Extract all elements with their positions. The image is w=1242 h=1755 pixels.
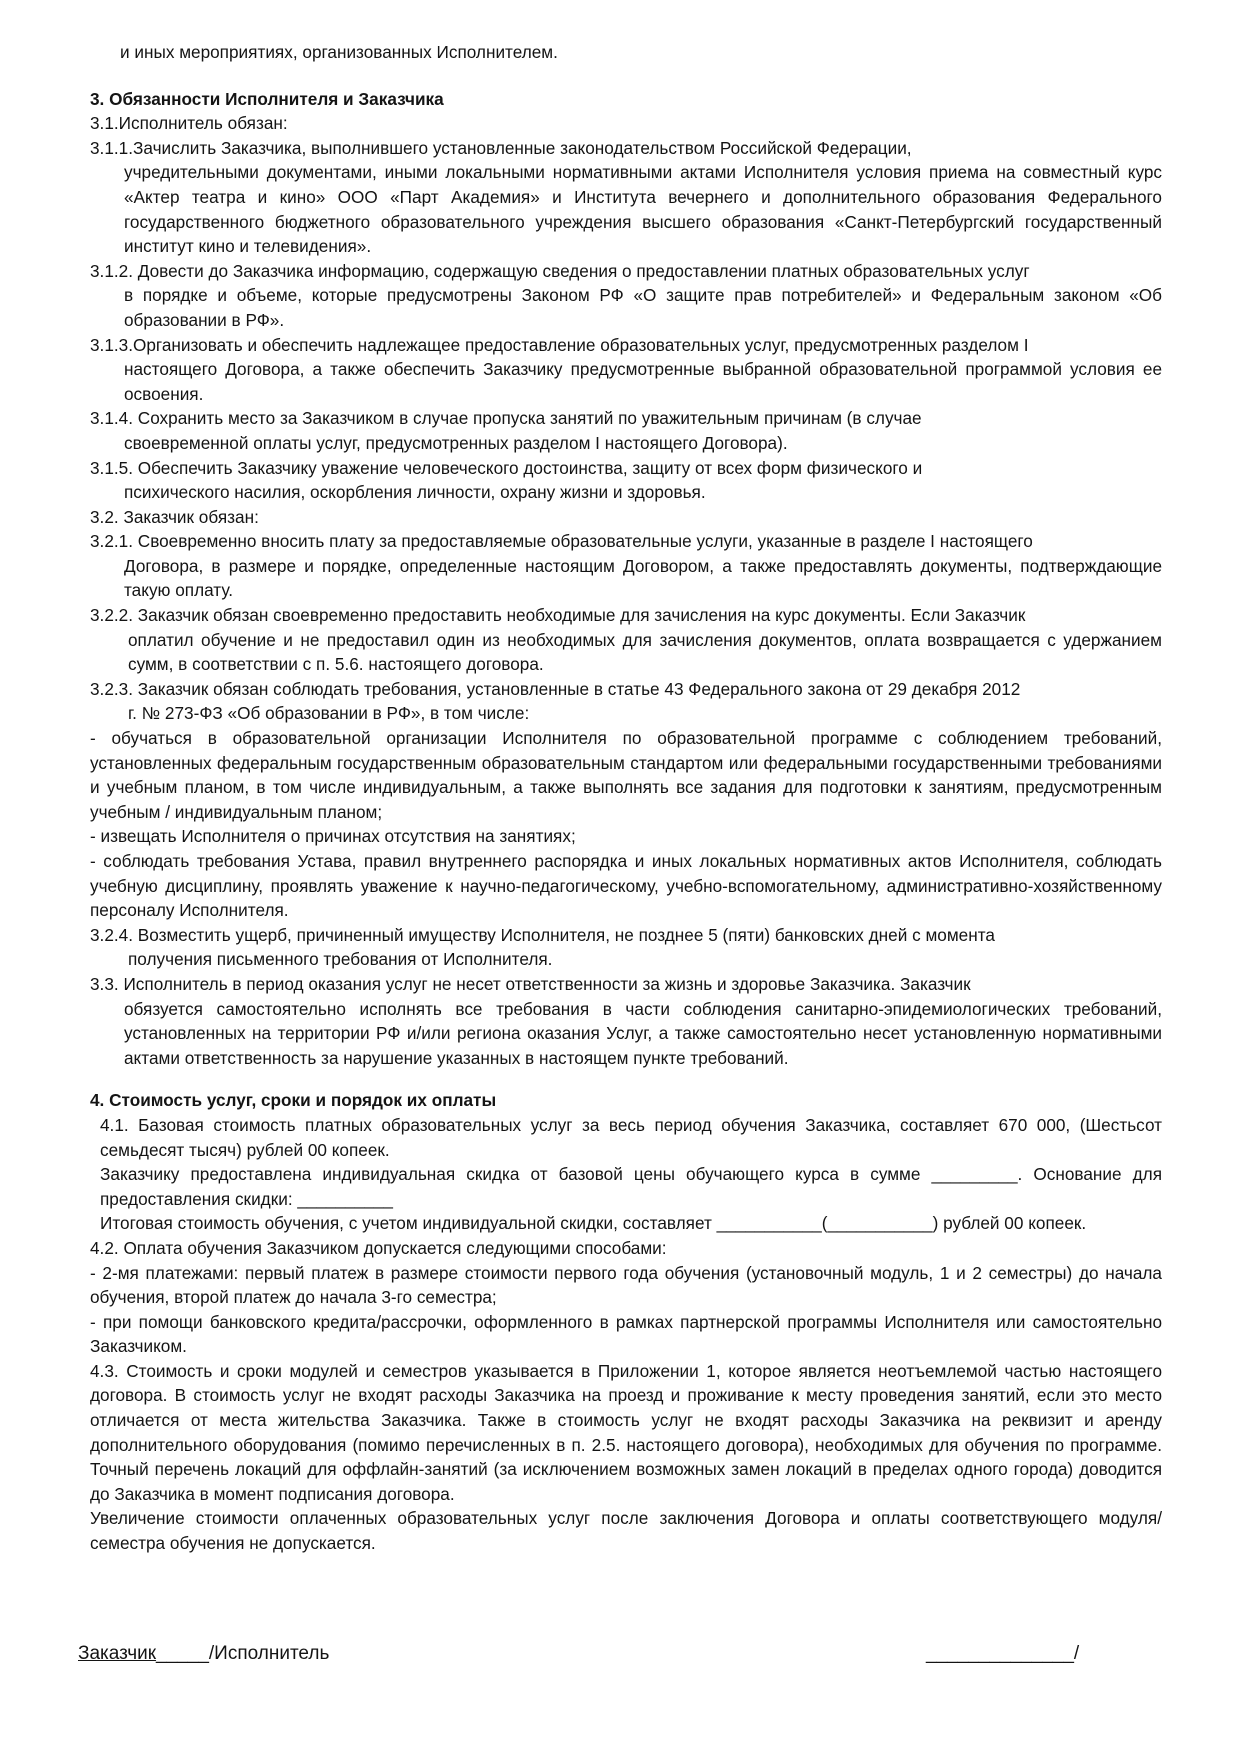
- price-increase-note: Увеличение стоимости оплаченных образовательных услуг после заключения Договора и оплаты соответствующего модуля/семестра обучения не допускается.: [90, 1508, 1162, 1554]
- clause-3-3-lead: 3.3. Исполнитель в период оказания услуг не несет ответственности за жизнь и здоровье Заказчика. Заказчик: [90, 973, 971, 994]
- document-page: [90, 40, 1162, 1556]
- clause-4-3: 4.3. Стоимость и сроки модулей и семестров указывается в Приложении 1, которое является неотъемлемой частью настоящего договора. В стоимость услуг не входят расходы Заказчика на проезд и проживание к месту проведения занятий, если это место отличается от места жительства Заказчика. Также в стоимость услуг не входят расходы Заказчика на реквизит и аренду дополнительного оборудования (помимо перечисленных в п. 2.5. настоящего договора), необходимых для обучения по программе. Точный перечень локаций для оффлайн-занятий (за исключением возможных замен локаций в пределах одного города) доводится до Заказчика в момент подписания договора.: [90, 1360, 1162, 1504]
- clause-3-1: 3.1.Исполнитель обязан:: [90, 113, 288, 134]
- discount-line: Заказчику предоставлена индивидуальная скидка от базовой цены обучающего курса в сумме _________. Основание для предоставления скидки: __________: [100, 1164, 1162, 1209]
- clause-3-2-2-lead: 3.2.2. Заказчик обязан своевременно предоставить необходимые для зачисления на курс документы. Если Заказчик: [90, 605, 1026, 626]
- customer-signature: [78, 1641, 329, 1667]
- customer-label: Заказчик: [78, 1643, 157, 1664]
- clause-3-1-2-cont: в порядке и объеме, которые предусмотрены Законом РФ «О защите прав потребителей» и Федеральным законом «Об образовании в РФ».: [124, 285, 1162, 330]
- clause-3-1-3-lead: 3.1.3.Организовать и обеспечить надлежащее предоставление образовательных услуг, предусмотренных разделом I: [90, 334, 1029, 355]
- carryover-line: и иных мероприятиях, организованных Исполнителем.: [120, 42, 558, 62]
- section-3-title: 3. Обязанности Исполнителя и Заказчика: [90, 88, 444, 109]
- total-cost-line: Итоговая стоимость обучения, с учетом индивидуальной скидки, составляет ___________(___________) рублей 00 копеек.: [100, 1213, 1087, 1234]
- clause-3-1-1-lead: 3.1.1.Зачислить Заказчика, выполнившего установленные законодательством Российской Федерации,: [90, 137, 912, 158]
- executor-signature-blank: ______________/: [926, 1643, 1080, 1664]
- obligation-item: - извещать Исполнителя о причинах отсутствия на занятиях;: [90, 826, 576, 847]
- customer-signature-blank: _____/Исполнитель: [156, 1643, 330, 1664]
- clause-3-2-4-cont: получения письменного требования от Исполнителя.: [128, 949, 553, 970]
- clause-3-2: 3.2. Заказчик обязан:: [90, 506, 259, 527]
- clause-3-2-1-cont: Договора, в размере и порядке, определенные настоящим Договором, а также предоставлять документы, подтверждающие такую оплату.: [124, 555, 1162, 601]
- executor-signature: [926, 1641, 1079, 1667]
- obligation-item: - обучаться в образовательной организации Исполнителя по образовательной программе с соблюдением требований, установленных федеральным государственным образовательным стандартом или федеральными государственными требованиями и учебным планом, в том числе индивидуальным, а также выполнять все задания для подготовки к занятиям, предусмотренным учебным / индивидуальным планом;: [90, 728, 1162, 822]
- payment-method-item: - 2-мя платежами: первый платеж в размере стоимости первого года обучения (установочный модуль, 1 и 2 семестры) до начала обучения, второй платеж до начала 3-го семестра;: [90, 1262, 1162, 1308]
- section-4-title: 4. Стоимость услуг, сроки и порядок их оплаты: [90, 1090, 497, 1111]
- clause-3-2-1-lead: 3.2.1. Своевременно вносить плату за предоставляемые образовательные услуги, указанные в разделе I настоящего: [90, 531, 1033, 552]
- clause-3-1-3-cont: настоящего Договора, а также обеспечить Заказчику предусмотренные выбранной образовательной программой условия ее освоения.: [124, 359, 1162, 404]
- clause-3-1-4-cont: своевременной оплаты услуг, предусмотренных разделом I настоящего Договора).: [124, 432, 788, 453]
- clause-3-2-4-lead: 3.2.4. Возместить ущерб, причиненный имуществу Исполнителя, не позднее 5 (пяти) банковских дней с момента: [90, 924, 995, 945]
- clause-3-1-1-cont: учредительными документами, иными локальными нормативными актами Исполнителя условия приема на совместный курс «Актер театра и кино» ООО «Парт Академия» и Института вечернего и дополнительного образования Федерального государственного бюджетного образовательного учреждения высшего образования «Санкт-Петербургский государственный институт кино и телевидения».: [124, 162, 1162, 257]
- clause-3-1-4-lead: 3.1.4. Сохранить место за Заказчиком в случае пропуска занятий по уважительным причинам (в случае: [90, 408, 922, 429]
- obligation-item: - соблюдать требования Устава, правил внутреннего распорядка и иных локальных нормативных актов Исполнителя, соблюдать учебную дисциплину, проявлять уважение к научно-педагогическому, учебно-вспомогательному, административно-хозяйственному персоналу Исполнителя.: [90, 851, 1162, 921]
- clause-4-2: 4.2. Оплата обучения Заказчиком допускается следующими способами:: [90, 1237, 667, 1258]
- clause-4-1: 4.1. Базовая стоимость платных образовательных услуг за весь период обучения Заказчика, составляет 670 000, (Шестьсот семьдесят тысяч) рублей 00 копеек.: [100, 1114, 1162, 1160]
- clause-3-1-2-lead: 3.1.2. Довести до Заказчика информацию, содержащую сведения о предоставлении платных образовательных услуг: [90, 260, 1030, 281]
- clause-3-2-3-lead: 3.2.3. Заказчик обязан соблюдать требования, установленные в статье 43 Федерального закона от 29 декабря 2012: [90, 678, 1021, 699]
- payment-method-item: - при помощи банковского кредита/рассрочки, оформленного в рамках партнерской программы Исполнителя или самостоятельно Заказчиком.: [90, 1311, 1162, 1357]
- clause-3-1-5-cont: психического насилия, оскорбления личности, охрану жизни и здоровья.: [124, 482, 706, 503]
- clause-3-2-3-cont: г. № 273-ФЗ «Об образовании в РФ», в том числе:: [128, 703, 530, 724]
- clause-3-1-5-lead: 3.1.5. Обеспечить Заказчику уважение человеческого достоинства, защиту от всех форм физического и: [90, 457, 923, 478]
- clause-3-2-2-cont: оплатил обучение и не предоставил один из необходимых для зачисления документов, оплата возвращается с удержанием сумм, в соответствии с п. 5.6. настоящего договора.: [128, 629, 1162, 675]
- clause-3-3-cont: обязуется самостоятельно исполнять все требования в части соблюдения санитарно-эпидемиологических требований, установленных на территории РФ и/или региона оказания Услуг, а также самостоятельно несет установленную нормативными актами ответственность за нарушение указанных в настоящем пункте требований.: [124, 998, 1162, 1068]
